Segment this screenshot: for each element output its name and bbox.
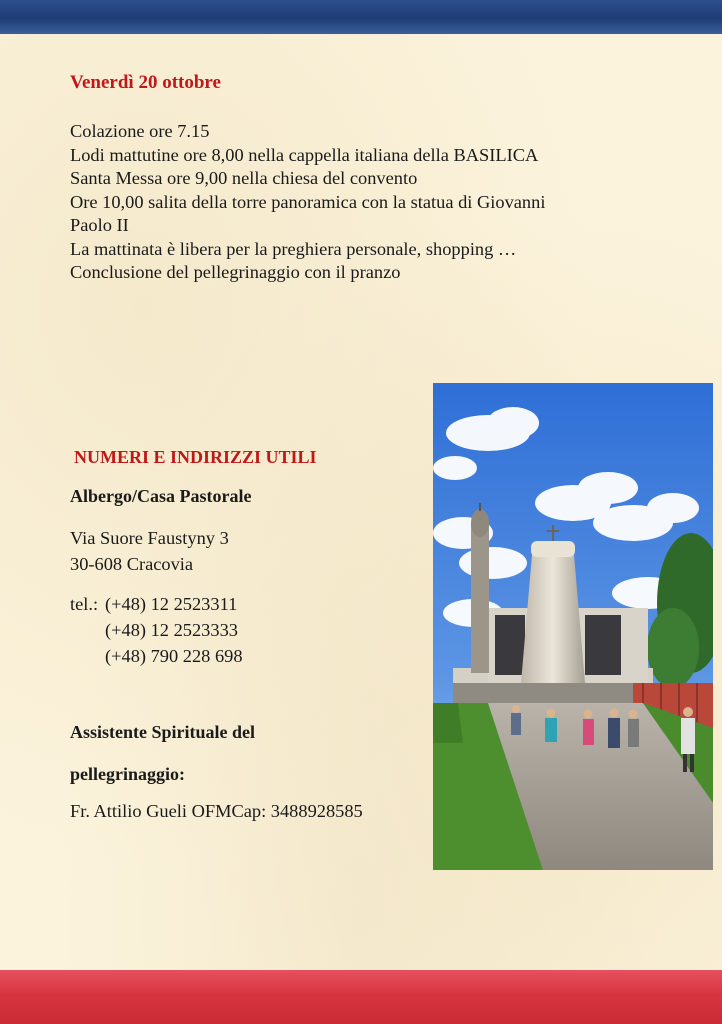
program-line: Conclusione del pellegrinaggio con il pranzo (70, 262, 401, 282)
hotel-address (70, 525, 229, 577)
basilica-photo (433, 383, 713, 870)
phone-number: (+48) 790 228 698 (105, 646, 243, 666)
phone-label-spacer (70, 643, 105, 669)
phone-row (70, 617, 243, 643)
hotel-name: Albergo/Casa Pastorale (70, 486, 252, 506)
contacts-section-title: NUMERI E INDIRIZZI UTILI (74, 447, 317, 467)
phone-row (70, 591, 243, 617)
phone-list (70, 591, 243, 669)
assistant-title-line2: pellegrinaggio: (70, 764, 185, 784)
phone-number: (+48) 12 2523311 (105, 594, 238, 614)
phone-row (70, 643, 243, 669)
day-title: Venerdì 20 ottobre (70, 72, 221, 93)
phone-number: (+48) 12 2523333 (105, 620, 238, 640)
program-line: Ore 10,00 salita della torre panoramica con la statua di Giovanni (70, 191, 546, 212)
phone-label-spacer (70, 617, 105, 643)
bottom-band (0, 970, 722, 1024)
top-band (0, 0, 722, 34)
phone-label: tel.: (70, 594, 99, 614)
address-street: Via Suore Faustyny 3 (70, 528, 229, 548)
assistant-contact: Fr. Attilio Gueli OFMCap: 3488928585 (70, 801, 363, 821)
program-line: Paolo II (70, 215, 129, 235)
address-city: 30-608 Cracovia (70, 554, 194, 574)
program-line: La mattinata è libera per la preghiera personale, shopping … (70, 238, 517, 259)
program-list (70, 120, 630, 285)
program-line: Colazione ore 7.15 (70, 121, 210, 141)
program-line: Lodi mattutine ore 8,00 nella cappella italiana della BASILICA (70, 144, 539, 165)
assistant-title-line1: Assistente Spirituale del (70, 722, 256, 742)
program-line: Santa Messa ore 9,00 nella chiesa del convento (70, 168, 418, 188)
